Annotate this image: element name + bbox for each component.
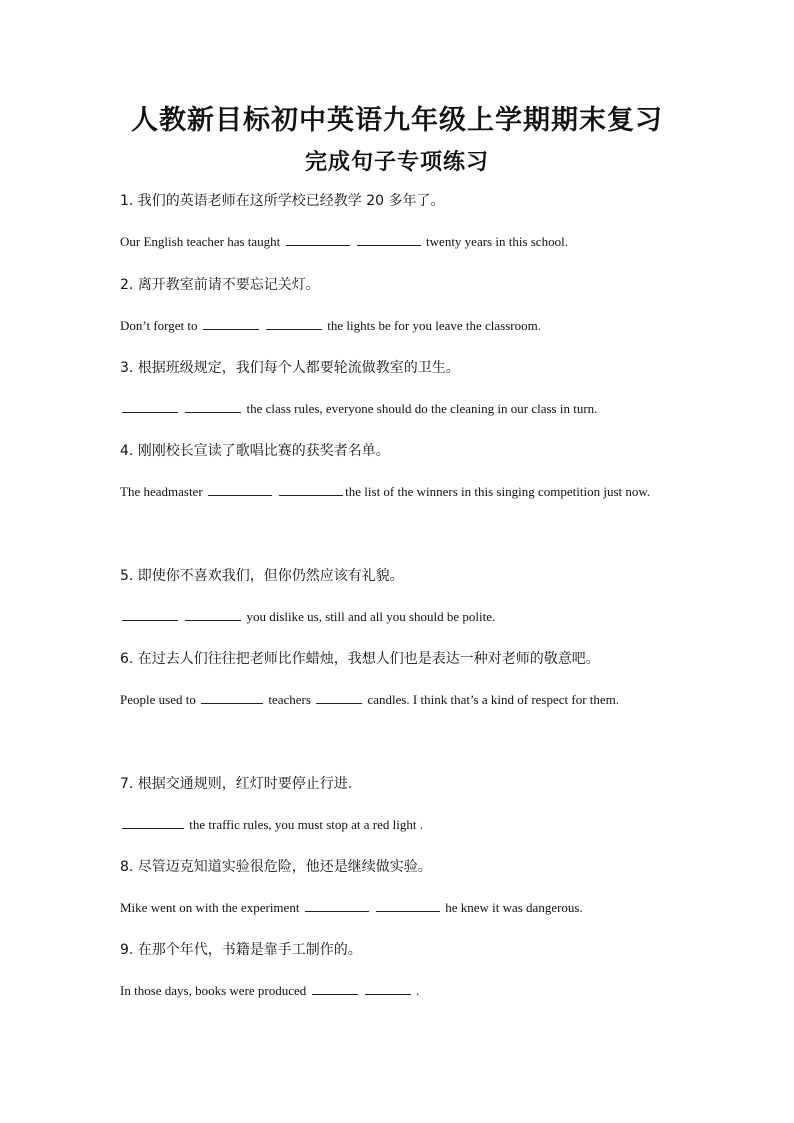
- blank-field[interactable]: [312, 980, 358, 995]
- page-subtitle: 完成句子专项练习: [304, 149, 489, 175]
- answer-line-2: Don’t forget to the lights be for you leave the classroom.: [120, 305, 670, 347]
- blank-field[interactable]: [122, 606, 178, 621]
- blank-field[interactable]: [376, 897, 440, 912]
- blank-field[interactable]: [316, 689, 362, 704]
- blank-field[interactable]: [185, 398, 241, 413]
- blank-field[interactable]: [365, 980, 411, 995]
- question-8: 8. 尽管迈克知道实验很危险，他还是继续做实验。: [120, 859, 432, 875]
- question-3: 3. 根据班级规定，我们每个人都要轮流做教室的卫生。: [120, 360, 460, 376]
- answer-line-9: In those days, books were produced .: [120, 970, 670, 1012]
- question-4: 4. 刚刚校长宣读了歌唱比赛的获奖者名单。: [120, 443, 390, 459]
- question-2: 2. 离开教室前请不要忘记关灯。: [120, 277, 320, 293]
- blank-field[interactable]: [201, 689, 263, 704]
- answer-line-5: you dislike us, still and all you should be polite.: [120, 596, 670, 638]
- blank-field[interactable]: [305, 897, 369, 912]
- blank-field[interactable]: [357, 231, 421, 246]
- answer-line-3: the class rules, everyone should do the cleaning in our class in turn.: [120, 388, 680, 430]
- blank-field[interactable]: [266, 315, 322, 330]
- blank-field[interactable]: [122, 398, 178, 413]
- answer-line-1: Our English teacher has taught twenty years in this school.: [120, 221, 670, 263]
- blank-field[interactable]: [185, 606, 241, 621]
- question-9: 9. 在那个年代，书籍是靠手工制作的。: [120, 942, 362, 958]
- blank-field[interactable]: [122, 814, 184, 829]
- question-6: 6. 在过去人们往往把老师比作蜡烛，我想人们也是表达一种对老师的敬意吧。: [120, 651, 600, 667]
- blank-field[interactable]: [286, 231, 350, 246]
- answer-line-8: Mike went on with the experiment he knew it was dangerous.: [120, 887, 670, 929]
- question-1: 1. 我们的英语老师在这所学校已经教学 20 多年了。: [120, 193, 445, 209]
- question-5: 5. 即使你不喜欢我们，但你仍然应该有礼貌。: [120, 568, 404, 584]
- page-title: 人教新目标初中英语九年级上学期期末复习: [131, 105, 663, 136]
- question-7: 7. 根据交通规则，红灯时要停止行进.: [120, 776, 353, 792]
- blank-field[interactable]: [279, 481, 343, 496]
- answer-line-7: the traffic rules, you must stop at a red light .: [120, 804, 670, 846]
- blank-field[interactable]: [203, 315, 259, 330]
- blank-field[interactable]: [208, 481, 272, 496]
- answer-line-6: People used to teachers candles. I think that’s a kind of respect for them.: [120, 679, 670, 721]
- answer-line-4: The headmaster the list of the winners in this singing competition just now.: [120, 471, 670, 513]
